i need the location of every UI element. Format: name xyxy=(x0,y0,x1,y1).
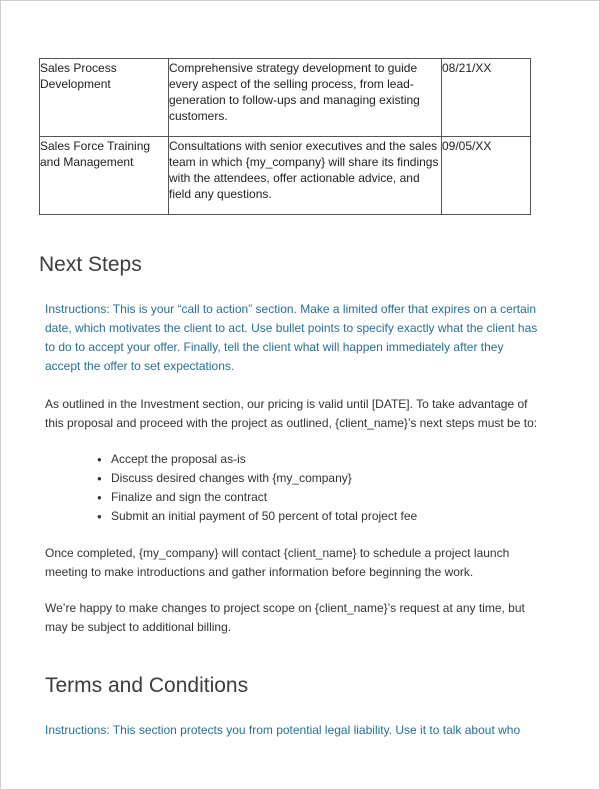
next-steps-heading: Next Steps xyxy=(39,253,142,276)
bullet-icon: ● xyxy=(97,455,102,464)
table-row xyxy=(40,137,531,215)
bullet-icon: ● xyxy=(97,474,102,483)
document-content xyxy=(39,58,539,740)
terms-instructions: Instructions: This section protects you from potential legal liability. Use it to talk about who xyxy=(45,723,521,737)
bullet-icon: ● xyxy=(97,512,102,521)
terms-heading: Terms and Conditions xyxy=(45,674,249,697)
scope-changes-note: We’re happy to make changes to project scope on {client_name}’s request at any time, but may be subject to additional billing. xyxy=(45,601,525,634)
list-item: ● Submit an initial payment of 50 percent of total project fee xyxy=(111,507,539,526)
table-cell-service: Sales Process Development xyxy=(40,59,169,137)
next-steps-list xyxy=(39,450,539,526)
table-cell-description: Consultations with senior executives and the sales team in which {my_company} will share its findings with the attendees, offer actionable advice, and field any questions. xyxy=(169,137,442,215)
table-cell-date: 08/21/XX xyxy=(442,59,531,137)
list-item: ● Finalize and sign the contract xyxy=(111,488,539,507)
services-table xyxy=(39,58,531,215)
next-steps-intro: As outlined in the Investment section, our pricing is valid until [DATE]. To take advantage of this proposal and proceed with the project as outlined, {client_name}’s next steps must be to: xyxy=(45,397,538,430)
table-row xyxy=(40,59,531,137)
list-item: ● Accept the proposal as-is xyxy=(111,450,539,469)
table-cell-service: Sales Force Training and Management xyxy=(40,137,169,215)
next-steps-followup: Once completed, {my_company} will contact {client_name} to schedule a project launch meeting to make introductions and gather information before beginning the work. xyxy=(45,546,510,579)
next-steps-instructions: Instructions: This is your “call to action” section. Make a limited offer that expires on a certain date, which motivates the client to act. Use bullet points to specify exactly what the client has to do to accept your offer. Finally, tell the client what will happen immediately after they accept the offer to set expectations. xyxy=(45,302,538,373)
list-item: ● Discuss desired changes with {my_company} xyxy=(111,469,539,488)
table-cell-date: 09/05/XX xyxy=(442,137,531,215)
bullet-icon: ● xyxy=(97,493,102,502)
table-cell-description: Comprehensive strategy development to guide every aspect of the selling process, from lead-generation to follow-ups and managing existing customers. xyxy=(169,59,442,137)
